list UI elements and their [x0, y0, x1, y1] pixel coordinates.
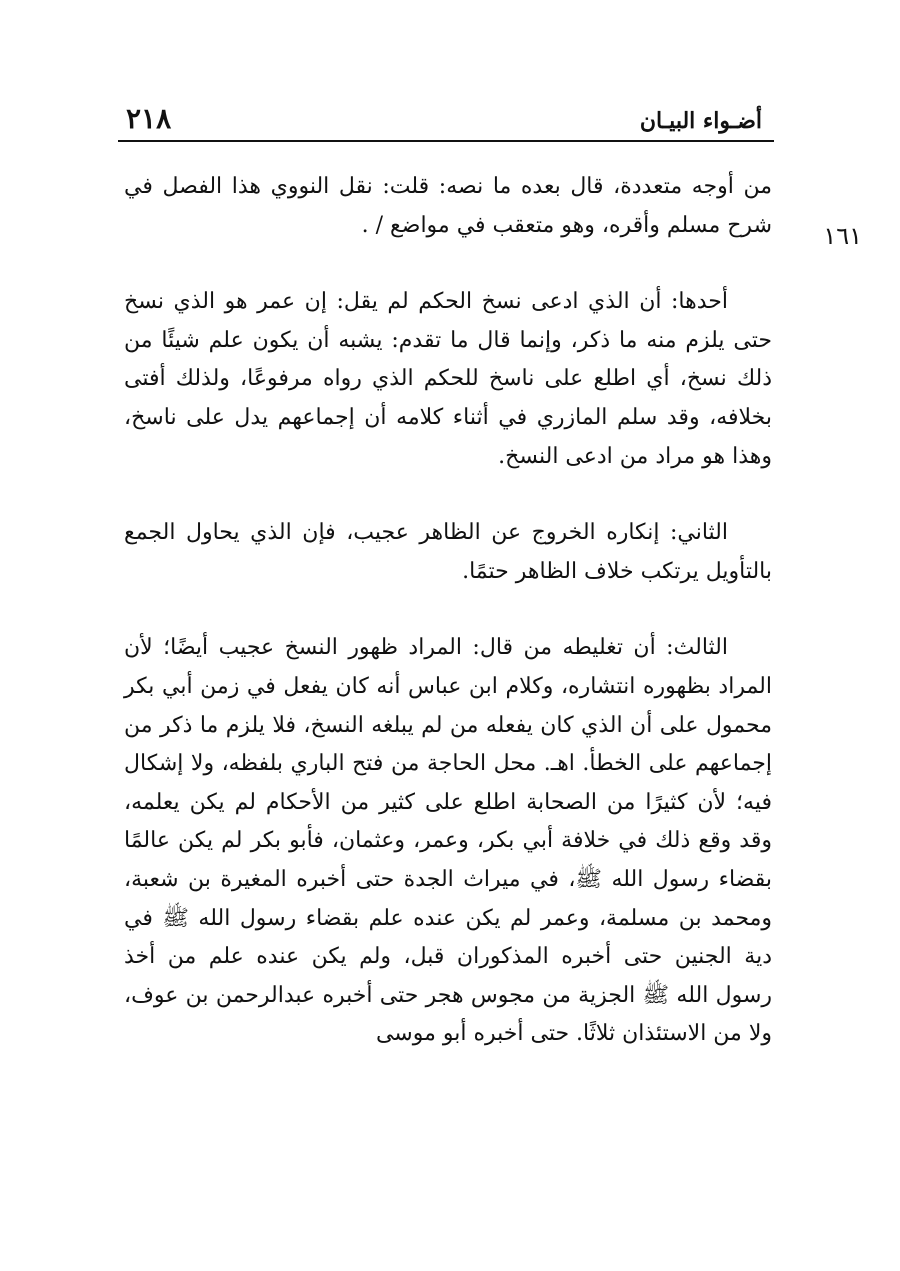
page-number: ٢١٨: [126, 102, 172, 135]
paragraph-continuation: من أوجه متعددة، قال بعده ما نصه: قلت: نقل النووي هذا الفصل في شرح مسلم وأقره، وهو متعقب في مواضع / .: [124, 174, 772, 238]
page-header: [118, 100, 774, 142]
book-title: أضـواء البيـان: [639, 108, 762, 134]
paragraph-third-point: الثالث: أن تغليطه من قال: المراد ظهور النسخ عجيب أيضًا؛ لأن المراد بظهوره انتشاره، وكلام ابن عباس أنه كان يفعل في زمن أبي بكر محمول على أن الذي كان يفعله من لم يبلغه النسخ، فلا يلزم ما ذكر من إجماعهم على الخطأ. اهـ. محل الحاجة من فتح الباري بلفظه، ولا إشكال فيه؛ لأن كثيرًا من الصحابة اطلع على كثير من الأحكام لم يكن يعلمه، وقد وقع ذلك في خلافة أبي بكر، وعمر، وعثمان، فأبو بكر لم يكن عالمًا بقضاء رسول الله ﷺ، في ميراث الجدة حتى أخبره المغيرة بن شعبة، ومحمد بن مسلمة، وعمر لم يكن عنده علم بقضاء رسول الله ﷺ في دية الجنين حتى أخبره المذكوران قبل، ولم يكن عنده علم من أخذ رسول الله ﷺ الجزية من مجوس هجر حتى أخبره عبدالرحمن بن عوف، ولا من الاستئذان ثلاثًا. حتى أخبره أبو موسى: [124, 635, 772, 1047]
paragraph-first-point: أحدها: أن الذي ادعى نسخ الحكم لم يقل: إن عمر هو الذي نسخ حتى يلزم منه ما ذكر، وإنما قال ما تقدم: يشبه أن يكون علم شيئًا من ذلك نسخ، أي اطلع على ناسخ للحكم الذي رواه مرفوعًا، ولذلك أفتى بخلافه، وقد سلم المازري في أثناء كلامه أن إجماعهم يدل على ناسخ، وهذا هو مراد من ادعى النسخ.: [124, 289, 772, 469]
body-text: [124, 168, 772, 1054]
paragraph-second-point: الثاني: إنكاره الخروج عن الظاهر عجيب، فإن الذي يحاول الجمع بالتأويل يرتكب خلاف الظاهر حتمًا.: [124, 520, 772, 584]
margin-page-reference: ١٦١: [823, 222, 862, 250]
